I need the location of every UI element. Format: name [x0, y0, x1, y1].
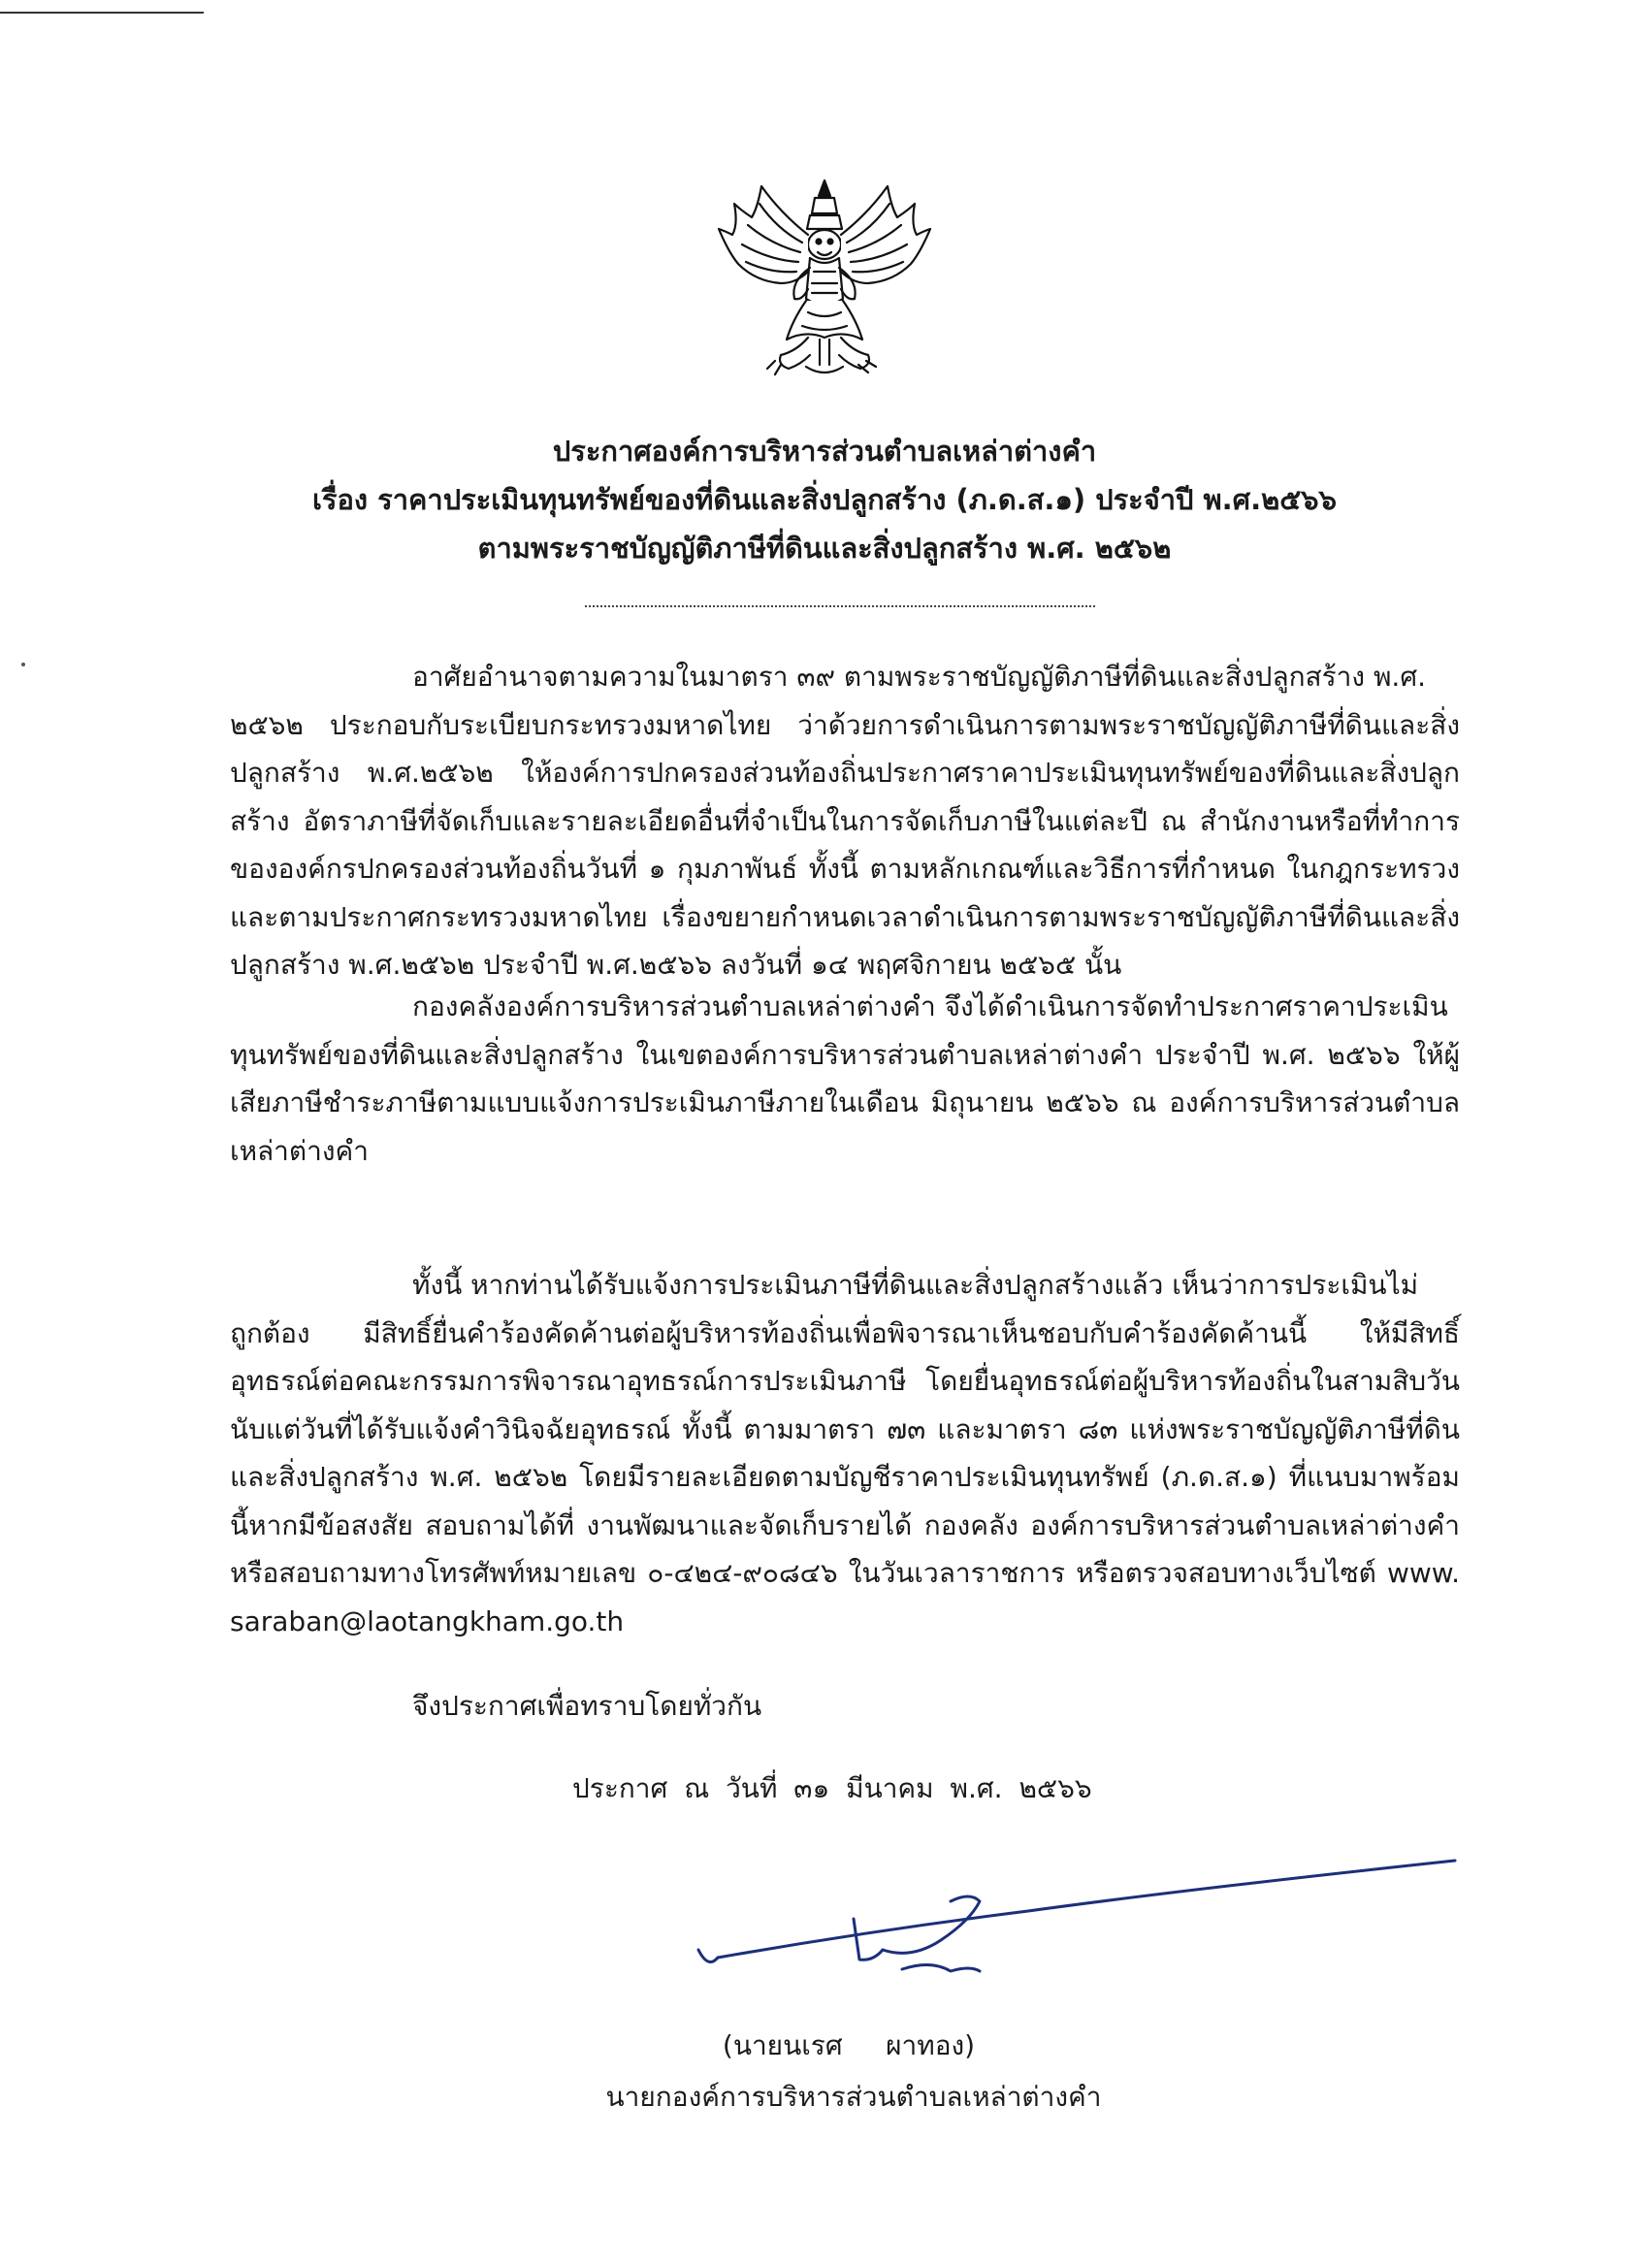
closing-statement: จึงประกาศเพื่อทราบโดยทั่วกัน	[412, 1690, 762, 1722]
header-dotted-divider	[585, 605, 1095, 607]
body-paragraph-1	[230, 653, 1460, 989]
body-paragraph-3	[230, 1261, 1460, 1645]
announcement-title: ประกาศองค์การบริหารส่วนตำบลเหล่าต่างคำ	[552, 435, 1097, 468]
scan-edge-line	[0, 12, 204, 14]
garuda-emblem-icon	[713, 175, 936, 383]
paragraph-first-line: ทั้งนี้ หากท่านได้รับแจ้งการประเมินภาษีที่ดินและสิ่งปลูกสร้างแล้ว เห็นว่าการประเมินไม่	[412, 1269, 1419, 1301]
paragraph-first-line: กองคลังองค์การบริหารส่วนตำบลเหล่าต่างคำ จึงได้ดำเนินการจัดทำประกาศราคาประเมิน	[412, 990, 1448, 1022]
announcement-legal-basis: ตามพระราชบัญญัติภาษีที่ดินและสิ่งปลูกสร้าง พ.ศ. ๒๕๖๒	[477, 532, 1172, 565]
signer-name: (นายนเรศ ผาทอง)	[722, 2029, 976, 2061]
document-header	[0, 427, 1649, 572]
scan-speck	[21, 663, 25, 666]
handwritten-signature	[679, 1843, 1474, 2008]
paragraph-continuation: ถูกต้อง มีสิทธิ์ยื่นคำร้องคัดค้านต่อผู้บริหารท้องถิ่นเพื่อพิจารณาเห็นชอบกับคำร้องคัดค้านนี้ ให้มีสิทธิ์อุทธรณ์ต่อคณะกรรมการพิจารณาอุทธรณ์การประเมินภาษี โดยยื่นอุทธรณ์ต่อผู้บริหารท้องถิ่นในสามสิบวันนับแต่วันที่ได้รับแจ้งคำวินิจฉัยอุทธรณ์ ทั้งนี้ ตามมาตรา ๗๓ และมาตรา ๘๓ แห่งพระราชบัญญัติภาษีที่ดินและสิ่งปลูกสร้าง พ.ศ. ๒๕๖๒ โดยมีรายละเอียดตามบัญชีราคาประเมินทุนทรัพย์ (ภ.ด.ส.๑) ที่แนบมาพร้อมนี้หากมีข้อสงสัย สอบถามได้ที่ งานพัฒนาและจัดเก็บรายได้ กองคลัง องค์การบริหารส่วนตำบลเหล่าต่างคำ หรือสอบถามทางโทรศัพท์หมายเลข ๐-๔๒๔-๙๐๘๔๖ ในวันเวลาราชการ หรือตรวจสอบทางเว็บไซต์ www. saraban@laotangkham.go.th	[230, 1316, 1460, 1637]
announcement-subject: เรื่อง ราคาประเมินทุนทรัพย์ของที่ดินและสิ่งปลูกสร้าง (ภ.ด.ส.๑) ประจำปี พ.ศ.๒๕๖๖	[312, 483, 1337, 516]
paragraph-first-line: อาศัยอำนาจตามความในมาตรา ๓๙ ตามพระราชบัญญัติภาษีที่ดินและสิ่งปลูกสร้าง พ.ศ.	[412, 661, 1427, 693]
body-paragraph-2	[230, 983, 1460, 1175]
paragraph-continuation: ๒๕๖๒ ประกอบกับระเบียบกระทรวงมหาดไทย ว่าด้วยการดำเนินการตามพระราชบัญญัติภาษีที่ดินและสิ่งปลูกสร้าง พ.ศ.๒๕๖๒ ให้องค์การปกครองส่วนท้องถิ่นประกาศราคาประเมินทุนทรัพย์ของที่ดินและสิ่งปลูกสร้าง อัตราภาษีที่จัดเก็บและรายละเอียดอื่นที่จำเป็นในการจัดเก็บภาษีในแต่ละปี ณ สำนักงานหรือที่ทำการขององค์กรปกครองส่วนท้องถิ่นวันที่ ๑ กุมภาพันธ์ ทั้งนี้ ตามหลักเกณฑ์และวิธีการที่กำหนด ในกฎกระทรวงและตามประกาศกระทรวงมหาดไทย เรื่องขยายกำหนดเวลาดำเนินการตามพระราชบัญญัติภาษีที่ดินและสิ่งปลูกสร้าง พ.ศ.๒๕๖๒ ประจำปี พ.ศ.๒๕๖๖ ลงวันที่ ๑๔ พฤศจิกายน ๒๕๖๕ นั้น	[230, 708, 1460, 981]
announcement-date: ประกาศ ณ วันที่ ๓๑ มีนาคม พ.ศ. ๒๕๖๖	[572, 1772, 1092, 1804]
signer-title: นายกองค์การบริหารส่วนตำบลเหล่าต่างคำ	[605, 2081, 1102, 2113]
paragraph-continuation: ทุนทรัพย์ของที่ดินและสิ่งปลูกสร้าง ในเขตองค์การบริหารส่วนตำบลเหล่าต่างคำ ประจำปี พ.ศ. ๒๕๖๖ ให้ผู้เสียภาษีชำระภาษีตามแบบแจ้งการประเมินภาษีภายในเดือน มิถุนายน ๒๕๖๖ ณ องค์การบริหารส่วนตำบลเหล่าต่างคำ	[230, 1038, 1460, 1167]
